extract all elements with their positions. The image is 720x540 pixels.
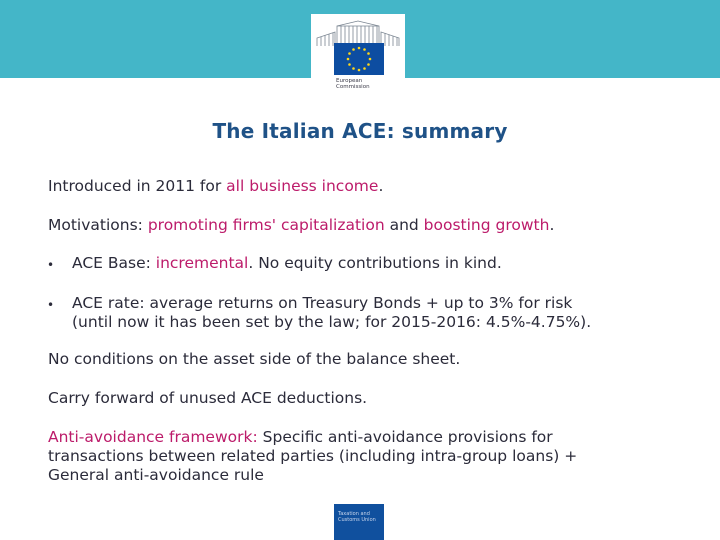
ace-base-highlight: incremental [155, 254, 249, 272]
logo-caption-line1: European [336, 78, 363, 84]
eu-flag-icon [334, 43, 384, 75]
footer-logo-line1: Taxation and [338, 511, 370, 517]
motivations-and: and [384, 216, 424, 234]
slide-title: The Italian ACE: summary [212, 119, 508, 143]
intro-line [48, 177, 383, 196]
bullet-icon: • [47, 298, 55, 312]
motivations-label: Motivations: [48, 216, 148, 234]
carry-forward-line: Carry forward of unused ACE deductions. [48, 389, 368, 407]
logo-caption [336, 78, 370, 90]
ace-base-line [72, 254, 502, 273]
no-conditions-line: No conditions on the asset side of the balance sheet. [48, 350, 461, 368]
bullet-icon: • [47, 258, 55, 272]
motivations-highlight-1: promoting firms' capitalization [147, 216, 385, 234]
intro-period: . [378, 177, 384, 195]
logo-caption-line2: Commission [336, 84, 370, 90]
footer-logo-line2: Customs Union [338, 517, 376, 523]
motivations-period: . [549, 216, 555, 234]
anti-avoidance-line1 [48, 428, 553, 447]
anti-avoidance-label: Anti-avoidance framework: [48, 428, 258, 446]
motivations-line [48, 216, 554, 235]
anti-avoidance-text-1: Specific anti-avoidance provisions for [257, 428, 553, 446]
anti-avoidance-line2: transactions between related parties (including intra-group loans) + [48, 447, 578, 465]
intro-highlight: all business income [226, 177, 379, 195]
ace-base-rest: . No equity contributions in kind. [248, 254, 502, 272]
intro-text: Introduced in 2011 for [48, 177, 227, 195]
motivations-highlight-2: boosting growth [423, 216, 550, 234]
ace-rate-line2: (until now it has been set by the law; for 2015-2016: 4.5%-4.75%). [72, 313, 592, 331]
taxation-customs-union-logo [334, 504, 384, 540]
anti-avoidance-line3: General anti-avoidance rule [48, 466, 264, 484]
ace-base-label: ACE Base: [72, 254, 156, 272]
ace-rate-line1: ACE rate: average returns on Treasury Bonds + up to 3% for risk [72, 294, 573, 312]
